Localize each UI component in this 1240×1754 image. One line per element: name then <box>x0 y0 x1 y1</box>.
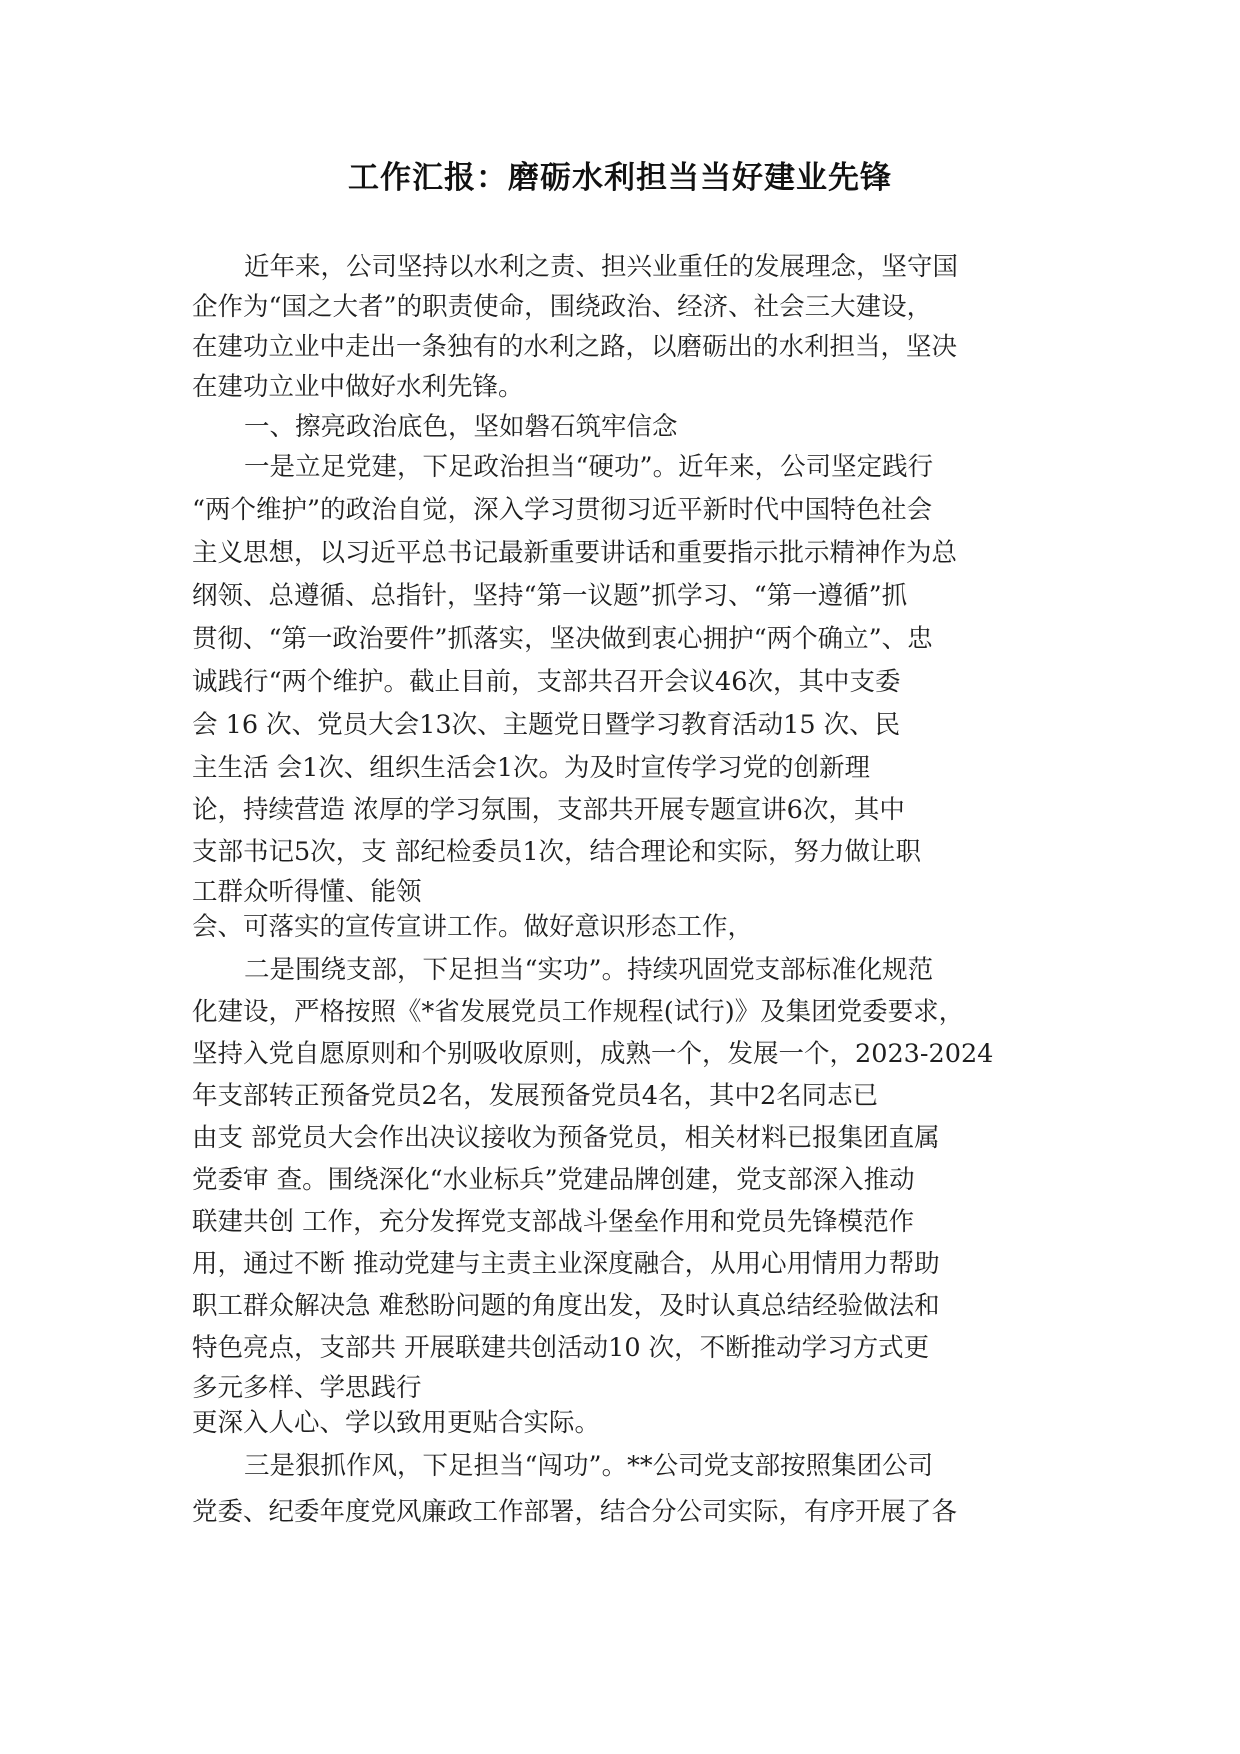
paragraph-line: 特色亮点，支部共 开展联建共创活动10 次，不断推动学习方式更 <box>192 1333 930 1363</box>
paragraph-line: 会 16 次、党员大会13次、主题党日暨学习教育活动15 次、民 <box>192 710 901 740</box>
paragraph-line: 三是狠抓作风，下足担当“闯功”。**公司党支部按照集团公司 <box>244 1451 934 1481</box>
paragraph-line: 在建功立业中走出一条独有的水利之路，以磨砺出的水利担当，坚决 <box>192 332 958 362</box>
paragraph-line: 诚践行“两个维护。截止目前，支部共召开会议46次，其中支委 <box>192 667 901 697</box>
paragraph-line: 在建功立业中做好水利先锋。 <box>192 372 524 402</box>
paragraph-line: 用，通过不断 推动党建与主责主业深度融合，从用心用情用力帮助 <box>192 1249 940 1279</box>
paragraph-line: 党委审 查。围绕深化“水业标兵”党建品牌创建，党支部深入推动 <box>192 1165 915 1195</box>
paragraph-line: 支部书记5次，支 部纪检委员1次，结合理论和实际，努力做让职 <box>192 837 922 867</box>
paragraph-line: 联建共创 工作，充分发挥党支部战斗堡垒作用和党员先锋模范作 <box>192 1207 915 1237</box>
paragraph-line: 论，持续营造 浓厚的学习氛围，支部共开展专题宣讲6次，其中 <box>192 795 905 825</box>
paragraph-line: 近年来，公司坚持以水利之责、担兴业重任的发展理念，坚守国 <box>244 252 959 282</box>
paragraph-line: 更深入人心、学以致用更贴合实际。 <box>192 1408 601 1438</box>
paragraph-line: 化建设，严格按照《*省发展党员工作规程(试行)》及集团党委要求， <box>192 997 965 1027</box>
paragraph-line: 企作为“国之大者”的职责使命，围绕政治、经济、社会三大建设， <box>192 292 933 322</box>
paragraph-line: “两个维护”的政治自觉，深入学习贯彻习近平新时代中国特色社会 <box>192 495 933 525</box>
paragraph-line: 工群众听得懂、能领 <box>192 877 422 907</box>
paragraph-line: 年支部转正预备党员2名，发展预备党员4名，其中2名同志已 <box>192 1081 879 1111</box>
paragraph-line: 纲领、总遵循、总指针，坚持“第一议题”抓学习、“第一遵循”抓 <box>192 581 908 611</box>
paragraph-line: 贯彻、“第一政治要件”抓落实，坚决做到衷心拥护“两个确立”、忠 <box>192 624 933 654</box>
paragraph-line: 由支 部党员大会作出决议接收为预备党员，相关材料已报集团直属 <box>192 1123 940 1153</box>
section-heading: 一、擦亮政治底色，坚如磐石筑牢信念 <box>244 412 678 442</box>
paragraph-line: 党委、纪委年度党风廉政工作部署，结合分公司实际，有序开展了各 <box>192 1497 958 1527</box>
paragraph-line: 多元多样、学思践行 <box>192 1373 422 1403</box>
paragraph-line: 二是围绕支部，下足担当“实功”。持续巩固党支部标准化规范 <box>244 955 934 985</box>
document-title: 工作汇报：磨砺水利担当当好建业先锋 <box>348 160 892 196</box>
paragraph-line: 主义思想，以习近平总书记最新重要讲话和重要指示批示精神作为总 <box>192 538 958 568</box>
paragraph-line: 坚持入党自愿原则和个别吸收原则，成熟一个，发展一个，2023-2024 <box>192 1039 994 1069</box>
paragraph-line: 会、可落实的宣传宣讲工作。做好意识形态工作， <box>192 912 754 942</box>
paragraph-line: 主生活 会1次、组织生活会1次。为及时宣传学习党的创新理 <box>192 753 871 783</box>
paragraph-line: 一是立足党建，下足政治担当“硬功”。近年来，公司坚定践行 <box>244 452 934 482</box>
paragraph-line: 职工群众解决急 难愁盼问题的角度出发，及时认真总结经验做法和 <box>192 1291 940 1321</box>
